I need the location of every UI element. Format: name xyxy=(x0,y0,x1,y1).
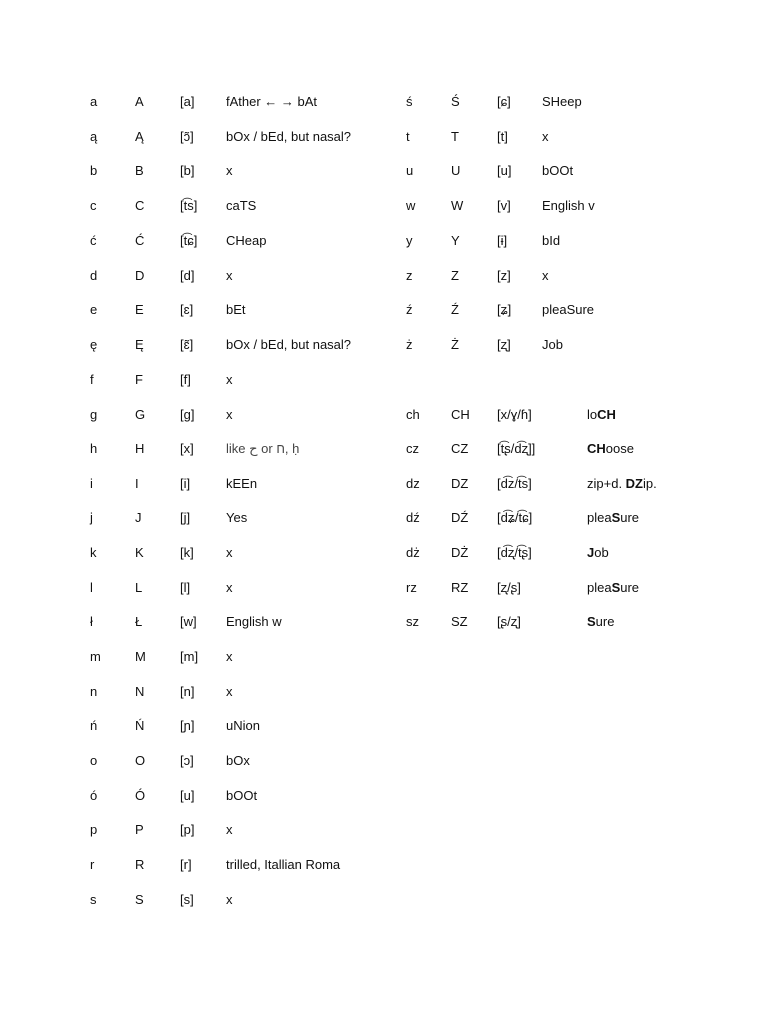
lowercase-letter: ś xyxy=(406,94,413,109)
lowercase-letter: ć xyxy=(90,233,97,248)
ipa-symbol: [ʂ/ʐ] xyxy=(497,614,521,629)
ipa-symbol: [t͡s] xyxy=(180,198,198,213)
lowercase-letter: c xyxy=(90,198,97,213)
lowercase-digraph: dź xyxy=(406,510,420,525)
ipa-symbol: [ɕ] xyxy=(497,94,511,109)
example-text: x xyxy=(226,892,233,907)
uppercase-letter: Ź xyxy=(451,302,459,317)
example-text: SHeep xyxy=(542,94,582,109)
ipa-symbol: [t͡ʂ/d͡ʐ]] xyxy=(497,441,536,456)
uppercase-letter: E xyxy=(135,302,144,317)
ipa-symbol: [l] xyxy=(180,580,191,595)
ipa-symbol: [i] xyxy=(180,476,191,491)
lowercase-letter: p xyxy=(90,822,98,837)
example-highlight: CH xyxy=(587,441,606,456)
ipa-symbol: [u] xyxy=(180,788,195,803)
lowercase-letter: d xyxy=(90,268,98,283)
example-text: x xyxy=(226,684,233,699)
example-text: uNion xyxy=(226,718,260,733)
uppercase-digraph: DŹ xyxy=(451,510,469,525)
uppercase-letter: H xyxy=(135,441,145,456)
ipa-symbol: [ɨ] xyxy=(497,233,508,248)
ipa-symbol: [x/ɣ/ɦ] xyxy=(497,407,532,422)
uppercase-letter: Ó xyxy=(135,788,146,803)
example-plain: ure xyxy=(620,580,640,595)
uppercase-letter: W xyxy=(451,198,464,213)
example-highlight: S xyxy=(611,510,621,525)
uppercase-letter: L xyxy=(135,580,143,595)
example-text: bOx / bEd, but nasal? xyxy=(226,129,352,144)
ipa-symbol: [ɛ] xyxy=(180,302,194,317)
uppercase-letter: C xyxy=(135,198,145,213)
example-text: x xyxy=(542,129,549,144)
ipa-symbol: [d͡ʑ/t͡ɕ] xyxy=(497,510,533,525)
lowercase-letter: n xyxy=(90,684,98,699)
lowercase-digraph: sz xyxy=(406,614,419,629)
lowercase-digraph: dż xyxy=(406,545,420,560)
lowercase-letter: ó xyxy=(90,788,98,803)
example-text: bEt xyxy=(226,302,246,317)
ipa-symbol: [f] xyxy=(180,372,191,387)
ipa-symbol: [ɛ̃] xyxy=(180,337,194,352)
ipa-symbol: [ʑ] xyxy=(497,302,512,317)
uppercase-letter: U xyxy=(451,163,461,178)
uppercase-letter: B xyxy=(135,163,144,178)
example-plain: plea xyxy=(587,580,612,595)
example-highlight: S xyxy=(611,580,621,595)
lowercase-letter: ż xyxy=(406,337,413,352)
ipa-symbol: [w] xyxy=(180,614,197,629)
example-plain: ip. xyxy=(643,476,657,491)
lowercase-letter: j xyxy=(90,510,93,525)
lowercase-letter: y xyxy=(406,233,413,248)
example-text: x xyxy=(226,163,233,178)
example-plain: oose xyxy=(605,441,634,456)
ipa-symbol: [j] xyxy=(180,510,191,525)
uppercase-letter: Ś xyxy=(451,94,460,109)
ipa-symbol: [ʐ] xyxy=(497,337,511,352)
example-text: CHeap xyxy=(226,233,267,248)
example-highlight: DZ xyxy=(625,476,644,491)
uppercase-digraph: SZ xyxy=(451,614,468,629)
example-text xyxy=(587,543,609,563)
lowercase-letter: i xyxy=(90,476,93,491)
ipa-symbol: [r] xyxy=(180,857,192,872)
example-text: bOx xyxy=(226,753,250,768)
lowercase-letter: f xyxy=(90,372,94,387)
example-text: English w xyxy=(226,614,282,629)
uppercase-letter: M xyxy=(135,649,146,664)
ipa-symbol: [n] xyxy=(180,684,195,699)
ipa-symbol: [k] xyxy=(180,545,194,560)
example-text: caTS xyxy=(226,198,257,213)
uppercase-letter: F xyxy=(135,372,143,387)
example-highlight: J xyxy=(587,545,595,560)
lowercase-letter: ń xyxy=(90,718,98,733)
example-plain: plea xyxy=(587,510,612,525)
uppercase-letter: G xyxy=(135,407,146,422)
example-text: Yes xyxy=(226,510,248,525)
ipa-symbol: [d] xyxy=(180,268,195,283)
lowercase-letter: t xyxy=(406,129,410,144)
uppercase-digraph: CH xyxy=(451,407,470,422)
lowercase-letter: k xyxy=(90,545,97,560)
example-text: trilled, Itallian Roma xyxy=(226,857,341,872)
example-plain: ure xyxy=(595,614,615,629)
lowercase-letter: h xyxy=(90,441,98,456)
lowercase-letter: ź xyxy=(406,302,413,317)
lowercase-digraph: cz xyxy=(406,441,419,456)
ipa-symbol: [t͡ɕ] xyxy=(180,233,198,248)
uppercase-letter: Ę xyxy=(135,337,144,352)
uppercase-letter: Ń xyxy=(135,718,145,733)
ipa-symbol: [g] xyxy=(180,407,195,422)
example-text: bOx / bEd, but nasal? xyxy=(226,337,352,352)
ipa-symbol: [d͡z/t͡s] xyxy=(497,476,532,491)
lowercase-digraph: rz xyxy=(406,580,417,595)
example-text: kEEn xyxy=(226,476,258,491)
example-plain: ob xyxy=(594,545,609,560)
ipa-symbol: [p] xyxy=(180,822,195,837)
example-text: bOOt xyxy=(226,788,258,803)
lowercase-letter: e xyxy=(90,302,98,317)
ipa-symbol: [v] xyxy=(497,198,511,213)
ipa-symbol: [a] xyxy=(180,94,195,109)
example-plain: zip+d. xyxy=(587,476,626,491)
example-highlight: CH xyxy=(597,407,616,422)
uppercase-letter: D xyxy=(135,268,145,283)
ipa-symbol: [z] xyxy=(497,268,511,283)
lowercase-letter: a xyxy=(90,94,98,109)
uppercase-letter: Ł xyxy=(135,614,143,629)
uppercase-letter: O xyxy=(135,753,146,768)
ipa-symbol: [x] xyxy=(180,441,194,456)
example-text: x xyxy=(226,407,233,422)
example-text xyxy=(587,612,614,632)
example-text xyxy=(587,405,616,425)
uppercase-letter: K xyxy=(135,545,144,560)
lowercase-letter: g xyxy=(90,407,98,422)
uppercase-letter: Z xyxy=(451,268,459,283)
example-text: English v xyxy=(542,198,595,213)
ipa-symbol: [t] xyxy=(497,129,508,144)
lowercase-letter: ł xyxy=(90,614,93,629)
lowercase-letter: u xyxy=(406,163,414,178)
lowercase-letter: s xyxy=(90,892,97,907)
example-text xyxy=(587,474,657,494)
example-text: bOOt xyxy=(542,163,574,178)
uppercase-letter: A xyxy=(135,94,144,109)
lowercase-letter: w xyxy=(406,198,416,213)
example-text: x xyxy=(542,268,549,283)
ipa-symbol: [ɔ] xyxy=(180,753,194,768)
example-text: pleaSure xyxy=(542,302,595,317)
ipa-symbol: [ʐ/ʂ] xyxy=(497,580,521,595)
lowercase-letter: m xyxy=(90,649,101,664)
example-text: x xyxy=(226,545,233,560)
ipa-symbol: [ɲ] xyxy=(180,718,195,733)
uppercase-letter: T xyxy=(451,129,459,144)
lowercase-digraph: ch xyxy=(406,407,420,422)
uppercase-digraph: CZ xyxy=(451,441,469,456)
uppercase-letter: Ą xyxy=(135,129,144,144)
example-text xyxy=(587,508,639,528)
uppercase-digraph: RZ xyxy=(451,580,469,595)
example-text: x xyxy=(226,580,233,595)
example-text: bId xyxy=(542,233,561,248)
example-plain: lo xyxy=(587,407,598,422)
uppercase-letter: P xyxy=(135,822,144,837)
lowercase-letter: r xyxy=(90,857,95,872)
uppercase-letter: I xyxy=(135,476,139,491)
ipa-symbol: [ɔ̃] xyxy=(180,129,194,144)
lowercase-letter: l xyxy=(90,580,93,595)
example-text: fAther ← → bAt xyxy=(226,94,318,109)
uppercase-digraph: DŻ xyxy=(451,545,469,560)
lowercase-letter: ą xyxy=(90,129,98,144)
lowercase-letter: o xyxy=(90,753,98,768)
example-text: Job xyxy=(542,337,563,352)
lowercase-letter: ę xyxy=(90,337,98,352)
example-text xyxy=(587,439,634,459)
uppercase-letter: Ż xyxy=(451,337,459,352)
example-text xyxy=(587,578,639,598)
uppercase-letter: Y xyxy=(451,233,460,248)
example-text: x xyxy=(226,372,233,387)
uppercase-letter: R xyxy=(135,857,145,872)
example-highlight: S xyxy=(587,614,596,629)
example-plain: ure xyxy=(620,510,640,525)
uppercase-letter: J xyxy=(135,510,142,525)
example-text: x xyxy=(226,649,233,664)
example-text: x xyxy=(226,268,233,283)
ipa-symbol: [s] xyxy=(180,892,194,907)
example-text: x xyxy=(226,822,233,837)
lowercase-letter: z xyxy=(406,268,413,283)
ipa-symbol: [m] xyxy=(180,649,199,664)
ipa-symbol: [u] xyxy=(497,163,512,178)
ipa-symbol: [d͡ʐ/t͡ʂ] xyxy=(497,545,532,560)
lowercase-letter: b xyxy=(90,163,98,178)
uppercase-letter: S xyxy=(135,892,144,907)
lowercase-digraph: dz xyxy=(406,476,420,491)
uppercase-letter: Ć xyxy=(135,233,145,248)
uppercase-letter: N xyxy=(135,684,145,699)
uppercase-digraph: DZ xyxy=(451,476,469,491)
example-text: like ح or ח, ḥ xyxy=(226,441,300,456)
ipa-symbol: [b] xyxy=(180,163,195,178)
